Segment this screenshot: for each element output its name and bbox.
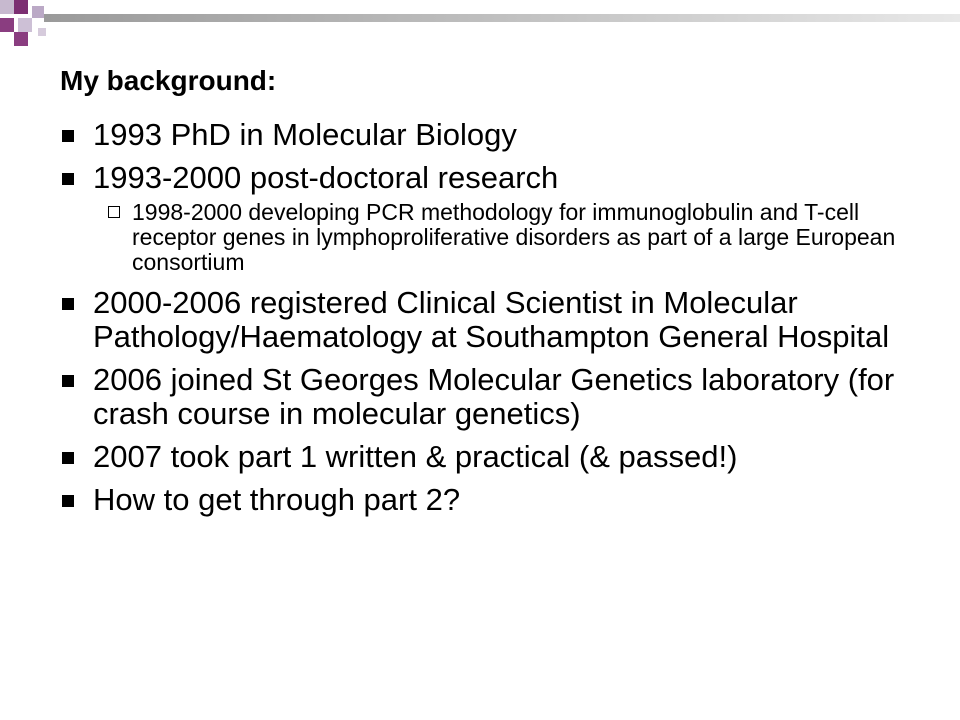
list-item bbox=[60, 118, 920, 152]
slide-title: My background: bbox=[60, 65, 277, 96]
filled-square-bullet-icon bbox=[62, 130, 74, 142]
corner-square-decoration bbox=[14, 0, 28, 14]
list-item bbox=[60, 363, 920, 431]
corner-square-decoration bbox=[0, 0, 14, 14]
bullet-list bbox=[60, 118, 920, 526]
header-bar bbox=[44, 14, 960, 22]
bullet-text: 2007 took part 1 written & practical (& passed!) bbox=[93, 439, 738, 474]
bullet-text: 2006 joined St Georges Molecular Genetics laboratory (for crash course in molecular genetics) bbox=[93, 362, 895, 431]
corner-square-decoration bbox=[14, 32, 28, 46]
bullet-text: How to get through part 2? bbox=[93, 482, 461, 517]
list-item bbox=[60, 286, 920, 354]
list-item bbox=[60, 161, 920, 195]
sub-list-item bbox=[60, 200, 920, 275]
bullet-text: 2000-2006 registered Clinical Scientist in Molecular Pathology/Haematology at Southampton General Hospital bbox=[93, 285, 890, 354]
bullet-text: 1993-2000 post-doctoral research bbox=[93, 160, 559, 195]
corner-square-decoration bbox=[32, 6, 44, 18]
corner-square-decoration bbox=[18, 18, 32, 32]
filled-square-bullet-icon bbox=[62, 298, 74, 310]
corner-square-decoration bbox=[0, 18, 14, 32]
filled-square-bullet-icon bbox=[62, 173, 74, 185]
corner-square-decoration bbox=[38, 28, 46, 36]
sub-bullet-text: 1998-2000 developing PCR methodology for immunoglobulin and T-cell receptor genes in lymphoproliferative disorders as part of a large European consortium bbox=[132, 199, 896, 275]
filled-square-bullet-icon bbox=[62, 495, 74, 507]
filled-square-bullet-icon bbox=[62, 375, 74, 387]
bullet-text: 1993 PhD in Molecular Biology bbox=[93, 117, 517, 152]
hollow-square-bullet-icon bbox=[108, 206, 120, 218]
list-item bbox=[60, 483, 920, 517]
filled-square-bullet-icon bbox=[62, 452, 74, 464]
list-item bbox=[60, 440, 920, 474]
